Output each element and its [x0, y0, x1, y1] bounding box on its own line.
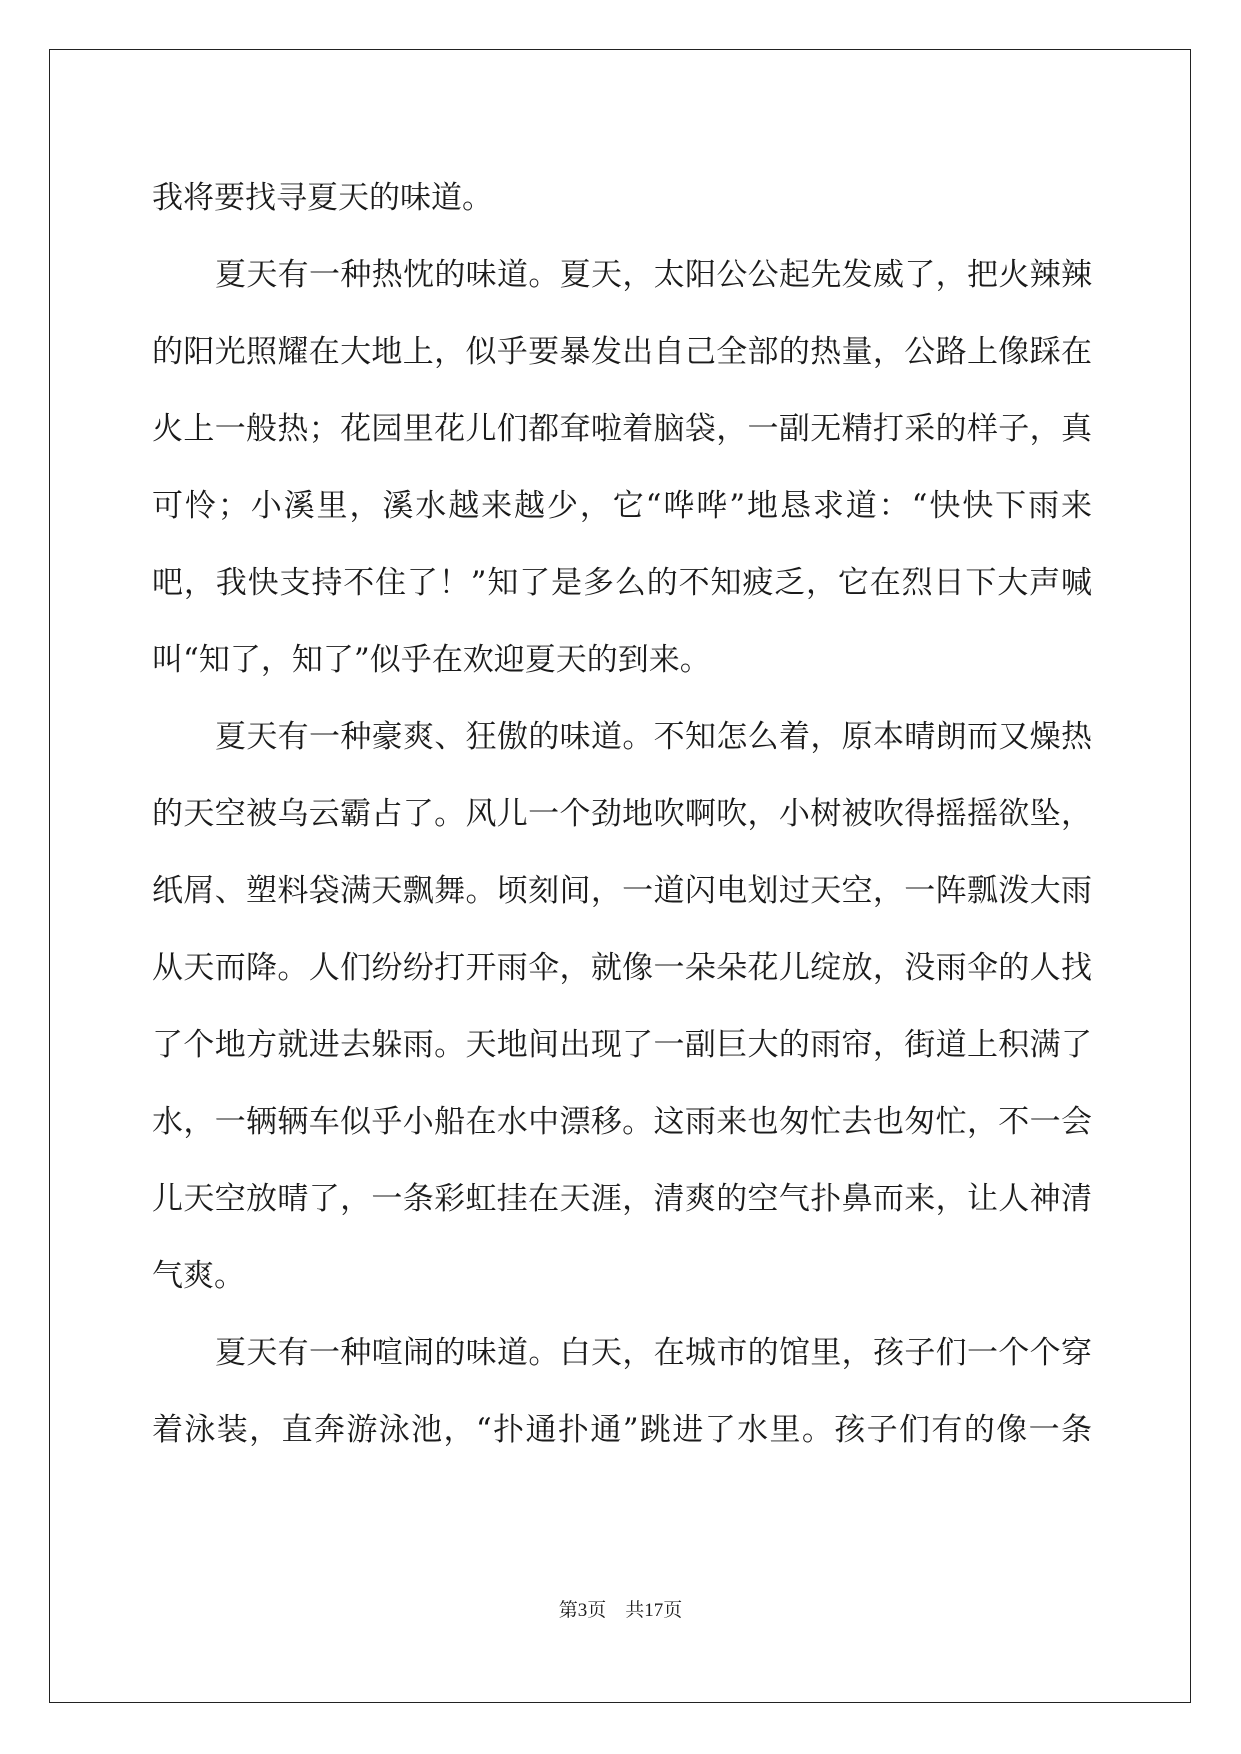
text-line-8: 夏天有一种豪爽、狂傲的味道。不知怎么着，原本晴朗而又燥热 — [215, 719, 1092, 755]
text-line-17: 着泳装，直奔游泳池，“扑通扑通”跳进了水里。孩子们有的像一条 — [152, 1412, 1092, 1448]
text-line-9: 的天空被乌云霸占了。风儿一个劲地吹啊吹，小树被吹得摇摇欲坠， — [152, 796, 1092, 832]
text-line-5: 可怜；小溪里，溪水越来越少，它“哗哗”地恳求道：“快快下雨来 — [152, 488, 1092, 524]
page-number: 第3页 共17页 — [558, 1600, 683, 1621]
text-line-14: 儿天空放晴了，一条彩虹挂在天涯，清爽的空气扑鼻而来，让人神清 — [152, 1181, 1092, 1217]
text-line-2: 夏天有一种热忱的味道。夏天，太阳公公起先发威了，把火辣辣 — [215, 257, 1092, 293]
text-line-6: 吧，我快支持不住了！”知了是多么的不知疲乏，它在烈日下大声喊 — [152, 565, 1092, 601]
text-line-10: 纸屑、塑料袋满天飘舞。顷刻间，一道闪电划过天空，一阵瓢泼大雨 — [152, 873, 1092, 909]
text-line-16: 夏天有一种喧闹的味道。白天，在城市的馆里，孩子们一个个穿 — [215, 1335, 1092, 1371]
text-line-4: 火上一般热；花园里花儿们都耷啦着脑袋，一副无精打采的样子，真 — [152, 411, 1092, 447]
document-body — [152, 160, 1092, 1469]
text-line-7: 叫“知了，知了”似乎在欢迎夏天的到来。 — [152, 642, 711, 678]
text-line-11: 从天而降。人们纷纷打开雨伞，就像一朵朵花儿绽放，没雨伞的人找 — [152, 950, 1092, 986]
text-line-12: 了个地方就进去躲雨。天地间出现了一副巨大的雨帘，街道上积满了 — [152, 1027, 1092, 1063]
text-line-3: 的阳光照耀在大地上，似乎要暴发出自己全部的热量，公路上像踩在 — [152, 334, 1092, 370]
text-line-1: 我将要找寻夏天的味道。 — [152, 180, 493, 216]
text-line-13: 水，一辆辆车似乎小船在水中漂移。这雨来也匆忙去也匆忙，不一会 — [152, 1104, 1092, 1140]
text-line-15: 气爽。 — [152, 1258, 245, 1294]
